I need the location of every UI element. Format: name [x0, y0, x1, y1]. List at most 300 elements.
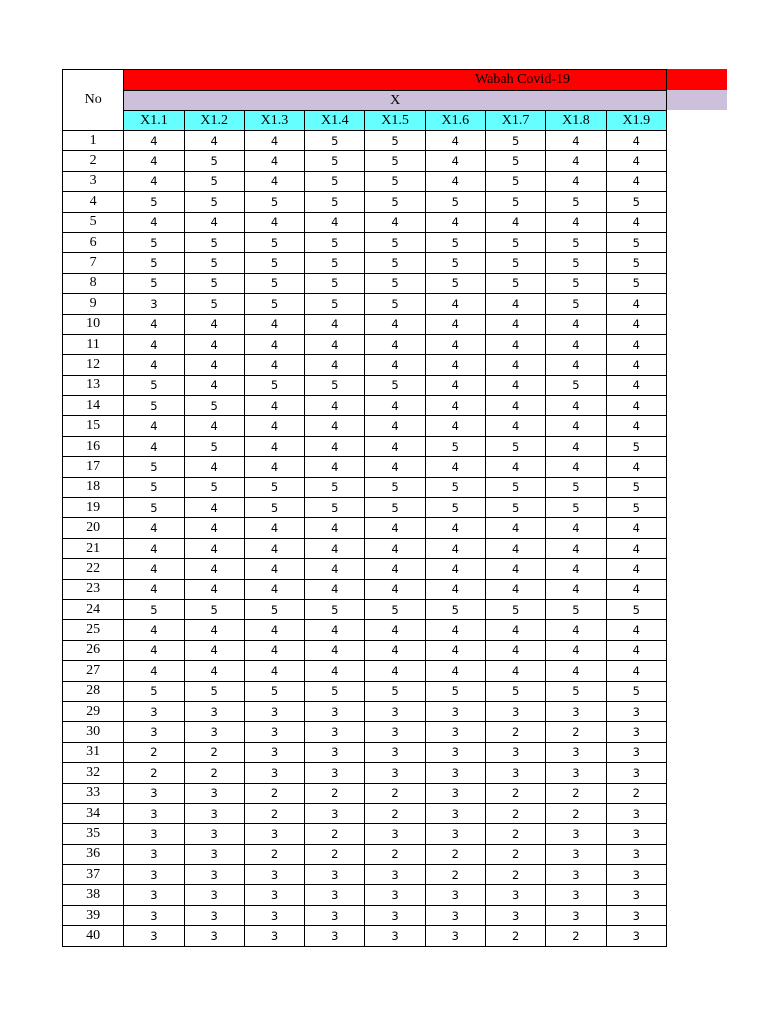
- item-header-cell[interactable]: X1.1: [124, 111, 184, 131]
- score-cell[interactable]: 5: [485, 273, 545, 293]
- item-header-cell[interactable]: X1.7: [485, 111, 545, 131]
- score-cell[interactable]: 4: [546, 151, 606, 171]
- score-cell[interactable]: 3: [305, 865, 365, 885]
- score-cell[interactable]: 3: [606, 905, 666, 925]
- score-cell[interactable]: 4: [184, 375, 244, 395]
- score-cell[interactable]: 3: [425, 905, 485, 925]
- score-cell[interactable]: 4: [546, 457, 606, 477]
- score-cell[interactable]: 3: [365, 926, 425, 946]
- score-cell[interactable]: 4: [425, 579, 485, 599]
- score-cell[interactable]: 5: [365, 192, 425, 212]
- score-cell[interactable]: 2: [184, 742, 244, 762]
- score-cell[interactable]: 5: [305, 192, 365, 212]
- score-cell[interactable]: 4: [485, 355, 545, 375]
- row-number-cell[interactable]: 40: [63, 926, 124, 946]
- score-cell[interactable]: 5: [244, 232, 304, 252]
- score-cell[interactable]: 3: [365, 905, 425, 925]
- score-cell[interactable]: 5: [606, 253, 666, 273]
- score-cell[interactable]: 5: [244, 375, 304, 395]
- score-cell[interactable]: 4: [184, 457, 244, 477]
- row-number-cell[interactable]: 16: [63, 436, 124, 456]
- score-cell[interactable]: 5: [365, 294, 425, 314]
- row-number-cell[interactable]: 12: [63, 355, 124, 375]
- score-cell[interactable]: 4: [305, 355, 365, 375]
- score-cell[interactable]: 3: [184, 844, 244, 864]
- score-cell[interactable]: 4: [485, 538, 545, 558]
- score-cell[interactable]: 3: [124, 783, 184, 803]
- score-cell[interactable]: 5: [244, 192, 304, 212]
- score-cell[interactable]: 2: [546, 783, 606, 803]
- row-number-cell[interactable]: 35: [63, 824, 124, 844]
- score-cell[interactable]: 5: [124, 273, 184, 293]
- score-cell[interactable]: 3: [606, 803, 666, 823]
- score-cell[interactable]: 5: [124, 253, 184, 273]
- score-cell[interactable]: 3: [244, 722, 304, 742]
- score-cell[interactable]: 3: [124, 722, 184, 742]
- score-cell[interactable]: 5: [425, 681, 485, 701]
- row-number-cell[interactable]: 30: [63, 722, 124, 742]
- score-cell[interactable]: 5: [305, 253, 365, 273]
- row-number-cell[interactable]: 23: [63, 579, 124, 599]
- score-cell[interactable]: 4: [244, 559, 304, 579]
- score-cell[interactable]: 4: [606, 131, 666, 151]
- score-cell[interactable]: 3: [365, 722, 425, 742]
- score-cell[interactable]: 3: [124, 865, 184, 885]
- score-cell[interactable]: 4: [124, 416, 184, 436]
- score-cell[interactable]: 2: [305, 844, 365, 864]
- score-cell[interactable]: 3: [184, 824, 244, 844]
- score-cell[interactable]: 4: [546, 579, 606, 599]
- score-cell[interactable]: 4: [305, 620, 365, 640]
- score-cell[interactable]: 2: [365, 803, 425, 823]
- score-cell[interactable]: 4: [606, 661, 666, 681]
- score-cell[interactable]: 4: [485, 375, 545, 395]
- score-cell[interactable]: 5: [365, 151, 425, 171]
- score-cell[interactable]: 5: [305, 273, 365, 293]
- score-cell[interactable]: 3: [184, 885, 244, 905]
- score-cell[interactable]: 4: [546, 518, 606, 538]
- score-cell[interactable]: 4: [365, 314, 425, 334]
- score-cell[interactable]: 4: [485, 212, 545, 232]
- row-number-cell[interactable]: 33: [63, 783, 124, 803]
- row-number-cell[interactable]: 10: [63, 314, 124, 334]
- score-cell[interactable]: 3: [184, 783, 244, 803]
- score-cell[interactable]: 5: [485, 151, 545, 171]
- score-cell[interactable]: 3: [546, 844, 606, 864]
- score-cell[interactable]: 4: [124, 171, 184, 191]
- score-cell[interactable]: 4: [546, 334, 606, 354]
- score-cell[interactable]: 5: [305, 294, 365, 314]
- score-cell[interactable]: 4: [546, 171, 606, 191]
- score-cell[interactable]: 4: [244, 620, 304, 640]
- score-cell[interactable]: 3: [546, 742, 606, 762]
- score-cell[interactable]: 4: [124, 661, 184, 681]
- score-cell[interactable]: 4: [425, 640, 485, 660]
- score-cell[interactable]: 4: [425, 334, 485, 354]
- score-cell[interactable]: 3: [305, 742, 365, 762]
- score-cell[interactable]: 4: [305, 212, 365, 232]
- score-cell[interactable]: 5: [184, 192, 244, 212]
- score-cell[interactable]: 4: [184, 131, 244, 151]
- score-cell[interactable]: 4: [244, 579, 304, 599]
- score-cell[interactable]: 5: [184, 273, 244, 293]
- row-number-cell[interactable]: 39: [63, 905, 124, 925]
- score-cell[interactable]: 4: [425, 559, 485, 579]
- score-cell[interactable]: 4: [305, 457, 365, 477]
- row-number-cell[interactable]: 19: [63, 498, 124, 518]
- item-header-cell[interactable]: X1.5: [365, 111, 425, 131]
- score-cell[interactable]: 5: [184, 151, 244, 171]
- score-cell[interactable]: 4: [425, 416, 485, 436]
- score-cell[interactable]: 4: [606, 640, 666, 660]
- score-cell[interactable]: 3: [124, 803, 184, 823]
- row-number-cell[interactable]: 20: [63, 518, 124, 538]
- score-cell[interactable]: 5: [305, 477, 365, 497]
- score-cell[interactable]: 4: [546, 559, 606, 579]
- score-cell[interactable]: 4: [184, 579, 244, 599]
- score-cell[interactable]: 5: [546, 498, 606, 518]
- score-cell[interactable]: 3: [124, 844, 184, 864]
- score-cell[interactable]: 4: [305, 436, 365, 456]
- no-column-header[interactable]: No: [63, 70, 124, 131]
- score-cell[interactable]: 3: [606, 824, 666, 844]
- score-cell[interactable]: 3: [606, 722, 666, 742]
- score-cell[interactable]: 3: [606, 865, 666, 885]
- score-cell[interactable]: 4: [485, 396, 545, 416]
- score-cell[interactable]: 5: [244, 681, 304, 701]
- score-cell[interactable]: 2: [485, 722, 545, 742]
- row-number-cell[interactable]: 25: [63, 620, 124, 640]
- score-cell[interactable]: 4: [485, 579, 545, 599]
- score-cell[interactable]: 4: [425, 131, 485, 151]
- score-cell[interactable]: 2: [425, 865, 485, 885]
- score-cell[interactable]: 4: [365, 640, 425, 660]
- score-cell[interactable]: 4: [244, 661, 304, 681]
- score-cell[interactable]: 3: [305, 885, 365, 905]
- score-cell[interactable]: 5: [485, 477, 545, 497]
- row-number-cell[interactable]: 38: [63, 885, 124, 905]
- row-number-cell[interactable]: 2: [63, 151, 124, 171]
- score-cell[interactable]: 5: [244, 294, 304, 314]
- score-cell[interactable]: 5: [606, 232, 666, 252]
- score-cell[interactable]: 4: [606, 151, 666, 171]
- score-cell[interactable]: 4: [184, 640, 244, 660]
- score-cell[interactable]: 4: [244, 171, 304, 191]
- row-number-cell[interactable]: 4: [63, 192, 124, 212]
- score-cell[interactable]: 3: [425, 885, 485, 905]
- score-cell[interactable]: 3: [124, 294, 184, 314]
- score-cell[interactable]: 3: [425, 926, 485, 946]
- score-cell[interactable]: 4: [365, 579, 425, 599]
- score-cell[interactable]: 4: [305, 416, 365, 436]
- score-cell[interactable]: 5: [485, 131, 545, 151]
- row-number-cell[interactable]: 17: [63, 457, 124, 477]
- score-cell[interactable]: 3: [546, 905, 606, 925]
- score-cell[interactable]: 5: [365, 232, 425, 252]
- row-number-cell[interactable]: 26: [63, 640, 124, 660]
- score-cell[interactable]: 4: [184, 661, 244, 681]
- score-cell[interactable]: 3: [425, 763, 485, 783]
- score-cell[interactable]: 3: [365, 763, 425, 783]
- score-cell[interactable]: 3: [244, 763, 304, 783]
- score-cell[interactable]: 4: [365, 457, 425, 477]
- score-cell[interactable]: 5: [124, 599, 184, 619]
- score-cell[interactable]: 3: [365, 701, 425, 721]
- score-cell[interactable]: 4: [485, 294, 545, 314]
- score-cell[interactable]: 2: [425, 844, 485, 864]
- score-cell[interactable]: 3: [485, 701, 545, 721]
- score-cell[interactable]: 5: [606, 192, 666, 212]
- score-cell[interactable]: 2: [485, 926, 545, 946]
- score-cell[interactable]: 5: [546, 294, 606, 314]
- score-cell[interactable]: 4: [244, 131, 304, 151]
- score-cell[interactable]: 4: [184, 538, 244, 558]
- score-cell[interactable]: 3: [244, 885, 304, 905]
- score-cell[interactable]: 4: [365, 538, 425, 558]
- score-cell[interactable]: 2: [184, 763, 244, 783]
- score-cell[interactable]: 5: [305, 681, 365, 701]
- score-cell[interactable]: 4: [244, 355, 304, 375]
- score-cell[interactable]: 4: [606, 579, 666, 599]
- row-number-cell[interactable]: 37: [63, 865, 124, 885]
- score-cell[interactable]: 3: [425, 722, 485, 742]
- score-cell[interactable]: 4: [485, 416, 545, 436]
- score-cell[interactable]: 5: [244, 477, 304, 497]
- score-cell[interactable]: 2: [546, 803, 606, 823]
- score-cell[interactable]: 4: [425, 661, 485, 681]
- score-cell[interactable]: 5: [184, 253, 244, 273]
- score-cell[interactable]: 4: [305, 396, 365, 416]
- score-cell[interactable]: 5: [485, 171, 545, 191]
- score-cell[interactable]: 4: [184, 416, 244, 436]
- score-cell[interactable]: 3: [305, 763, 365, 783]
- score-cell[interactable]: 3: [365, 824, 425, 844]
- score-cell[interactable]: 4: [305, 559, 365, 579]
- score-cell[interactable]: 5: [485, 192, 545, 212]
- score-cell[interactable]: 3: [606, 763, 666, 783]
- score-cell[interactable]: 4: [124, 640, 184, 660]
- score-cell[interactable]: 3: [184, 701, 244, 721]
- score-cell[interactable]: 4: [365, 559, 425, 579]
- score-cell[interactable]: 3: [184, 926, 244, 946]
- score-cell[interactable]: 3: [244, 926, 304, 946]
- score-cell[interactable]: 2: [244, 783, 304, 803]
- score-cell[interactable]: 4: [184, 620, 244, 640]
- score-cell[interactable]: 5: [305, 131, 365, 151]
- score-cell[interactable]: 5: [244, 273, 304, 293]
- score-cell[interactable]: 4: [365, 334, 425, 354]
- score-cell[interactable]: 4: [425, 538, 485, 558]
- score-cell[interactable]: 5: [425, 436, 485, 456]
- score-cell[interactable]: 5: [124, 498, 184, 518]
- score-cell[interactable]: 4: [546, 131, 606, 151]
- score-cell[interactable]: 5: [485, 681, 545, 701]
- row-number-cell[interactable]: 1: [63, 131, 124, 151]
- variable-group-cell[interactable]: X: [124, 91, 667, 111]
- score-cell[interactable]: 4: [244, 151, 304, 171]
- score-cell[interactable]: 4: [606, 620, 666, 640]
- score-cell[interactable]: 5: [425, 477, 485, 497]
- item-header-cell[interactable]: X1.9: [606, 111, 666, 131]
- row-number-cell[interactable]: 7: [63, 253, 124, 273]
- score-cell[interactable]: 5: [606, 273, 666, 293]
- score-cell[interactable]: 5: [425, 599, 485, 619]
- score-cell[interactable]: 5: [485, 253, 545, 273]
- row-number-cell[interactable]: 15: [63, 416, 124, 436]
- score-cell[interactable]: 4: [485, 334, 545, 354]
- score-cell[interactable]: 5: [184, 171, 244, 191]
- score-cell[interactable]: 4: [184, 212, 244, 232]
- score-cell[interactable]: 3: [305, 722, 365, 742]
- score-cell[interactable]: 5: [184, 477, 244, 497]
- score-cell[interactable]: 3: [124, 885, 184, 905]
- score-cell[interactable]: 4: [305, 314, 365, 334]
- score-cell[interactable]: 4: [365, 620, 425, 640]
- score-cell[interactable]: 3: [184, 865, 244, 885]
- score-cell[interactable]: 5: [124, 457, 184, 477]
- score-cell[interactable]: 4: [244, 457, 304, 477]
- score-cell[interactable]: 3: [546, 885, 606, 905]
- score-cell[interactable]: 2: [485, 844, 545, 864]
- score-cell[interactable]: 2: [365, 844, 425, 864]
- score-cell[interactable]: 2: [124, 763, 184, 783]
- score-cell[interactable]: 3: [606, 885, 666, 905]
- score-cell[interactable]: 3: [546, 865, 606, 885]
- score-cell[interactable]: 4: [244, 416, 304, 436]
- score-cell[interactable]: 5: [606, 436, 666, 456]
- score-cell[interactable]: 4: [546, 620, 606, 640]
- score-cell[interactable]: 5: [184, 681, 244, 701]
- score-cell[interactable]: 5: [365, 253, 425, 273]
- score-cell[interactable]: 3: [606, 926, 666, 946]
- score-cell[interactable]: 5: [425, 253, 485, 273]
- score-cell[interactable]: 3: [184, 722, 244, 742]
- score-cell[interactable]: 5: [606, 477, 666, 497]
- item-header-cell[interactable]: X1.2: [184, 111, 244, 131]
- score-cell[interactable]: 3: [546, 763, 606, 783]
- score-cell[interactable]: 4: [425, 396, 485, 416]
- score-cell[interactable]: 4: [184, 314, 244, 334]
- score-cell[interactable]: 4: [305, 518, 365, 538]
- score-cell[interactable]: 5: [124, 192, 184, 212]
- score-cell[interactable]: 4: [606, 171, 666, 191]
- score-cell[interactable]: 4: [124, 436, 184, 456]
- score-cell[interactable]: 4: [124, 559, 184, 579]
- row-number-cell[interactable]: 31: [63, 742, 124, 762]
- row-number-cell[interactable]: 13: [63, 375, 124, 395]
- score-cell[interactable]: 2: [365, 783, 425, 803]
- score-cell[interactable]: 4: [485, 457, 545, 477]
- score-cell[interactable]: 4: [606, 396, 666, 416]
- score-cell[interactable]: 5: [546, 253, 606, 273]
- row-number-cell[interactable]: 21: [63, 538, 124, 558]
- score-cell[interactable]: 4: [184, 355, 244, 375]
- score-cell[interactable]: 4: [365, 436, 425, 456]
- score-cell[interactable]: 5: [124, 232, 184, 252]
- score-cell[interactable]: 3: [546, 701, 606, 721]
- score-cell[interactable]: 3: [124, 905, 184, 925]
- score-cell[interactable]: 5: [425, 192, 485, 212]
- score-cell[interactable]: 5: [606, 681, 666, 701]
- score-cell[interactable]: 3: [606, 701, 666, 721]
- score-cell[interactable]: 3: [244, 742, 304, 762]
- score-cell[interactable]: 5: [244, 599, 304, 619]
- score-cell[interactable]: 4: [124, 579, 184, 599]
- score-cell[interactable]: 5: [365, 498, 425, 518]
- score-cell[interactable]: 3: [365, 865, 425, 885]
- score-cell[interactable]: 2: [244, 844, 304, 864]
- score-cell[interactable]: 5: [244, 498, 304, 518]
- score-cell[interactable]: 4: [606, 538, 666, 558]
- score-cell[interactable]: 2: [485, 783, 545, 803]
- score-cell[interactable]: 3: [425, 803, 485, 823]
- score-cell[interactable]: 4: [124, 131, 184, 151]
- score-cell[interactable]: 5: [365, 171, 425, 191]
- score-cell[interactable]: 4: [365, 518, 425, 538]
- score-cell[interactable]: 4: [546, 416, 606, 436]
- score-cell[interactable]: 5: [485, 498, 545, 518]
- score-cell[interactable]: 4: [124, 518, 184, 538]
- score-cell[interactable]: 4: [485, 518, 545, 538]
- score-cell[interactable]: 4: [546, 436, 606, 456]
- score-cell[interactable]: 4: [546, 396, 606, 416]
- score-cell[interactable]: 2: [606, 783, 666, 803]
- score-cell[interactable]: 4: [606, 355, 666, 375]
- row-number-cell[interactable]: 11: [63, 334, 124, 354]
- score-cell[interactable]: 4: [546, 661, 606, 681]
- sheet-title-cell[interactable]: Wabah Covid-19: [124, 70, 667, 91]
- score-cell[interactable]: 4: [124, 334, 184, 354]
- score-cell[interactable]: 4: [244, 314, 304, 334]
- score-cell[interactable]: 3: [124, 701, 184, 721]
- score-cell[interactable]: 4: [365, 396, 425, 416]
- score-cell[interactable]: 5: [365, 273, 425, 293]
- row-number-cell[interactable]: 6: [63, 232, 124, 252]
- score-cell[interactable]: 4: [606, 518, 666, 538]
- score-cell[interactable]: 3: [124, 824, 184, 844]
- score-cell[interactable]: 4: [244, 334, 304, 354]
- score-cell[interactable]: 4: [425, 457, 485, 477]
- score-cell[interactable]: 4: [124, 212, 184, 232]
- score-cell[interactable]: 4: [425, 518, 485, 538]
- row-number-cell[interactable]: 29: [63, 701, 124, 721]
- score-cell[interactable]: 4: [124, 355, 184, 375]
- score-cell[interactable]: 5: [305, 599, 365, 619]
- score-cell[interactable]: 4: [546, 314, 606, 334]
- score-cell[interactable]: 5: [124, 375, 184, 395]
- score-cell[interactable]: 5: [184, 599, 244, 619]
- score-cell[interactable]: 4: [425, 620, 485, 640]
- score-cell[interactable]: 4: [425, 355, 485, 375]
- score-cell[interactable]: 3: [546, 824, 606, 844]
- score-cell[interactable]: 4: [606, 314, 666, 334]
- score-cell[interactable]: 5: [546, 232, 606, 252]
- score-cell[interactable]: 3: [124, 926, 184, 946]
- score-cell[interactable]: 5: [546, 477, 606, 497]
- score-cell[interactable]: 4: [425, 171, 485, 191]
- row-number-cell[interactable]: 8: [63, 273, 124, 293]
- score-cell[interactable]: 4: [305, 334, 365, 354]
- score-cell[interactable]: 5: [305, 375, 365, 395]
- score-cell[interactable]: 4: [425, 314, 485, 334]
- score-cell[interactable]: 2: [305, 783, 365, 803]
- score-cell[interactable]: 5: [365, 477, 425, 497]
- score-cell[interactable]: 3: [485, 763, 545, 783]
- score-cell[interactable]: 5: [365, 681, 425, 701]
- score-cell[interactable]: 2: [305, 824, 365, 844]
- score-cell[interactable]: 4: [124, 620, 184, 640]
- score-cell[interactable]: 4: [485, 559, 545, 579]
